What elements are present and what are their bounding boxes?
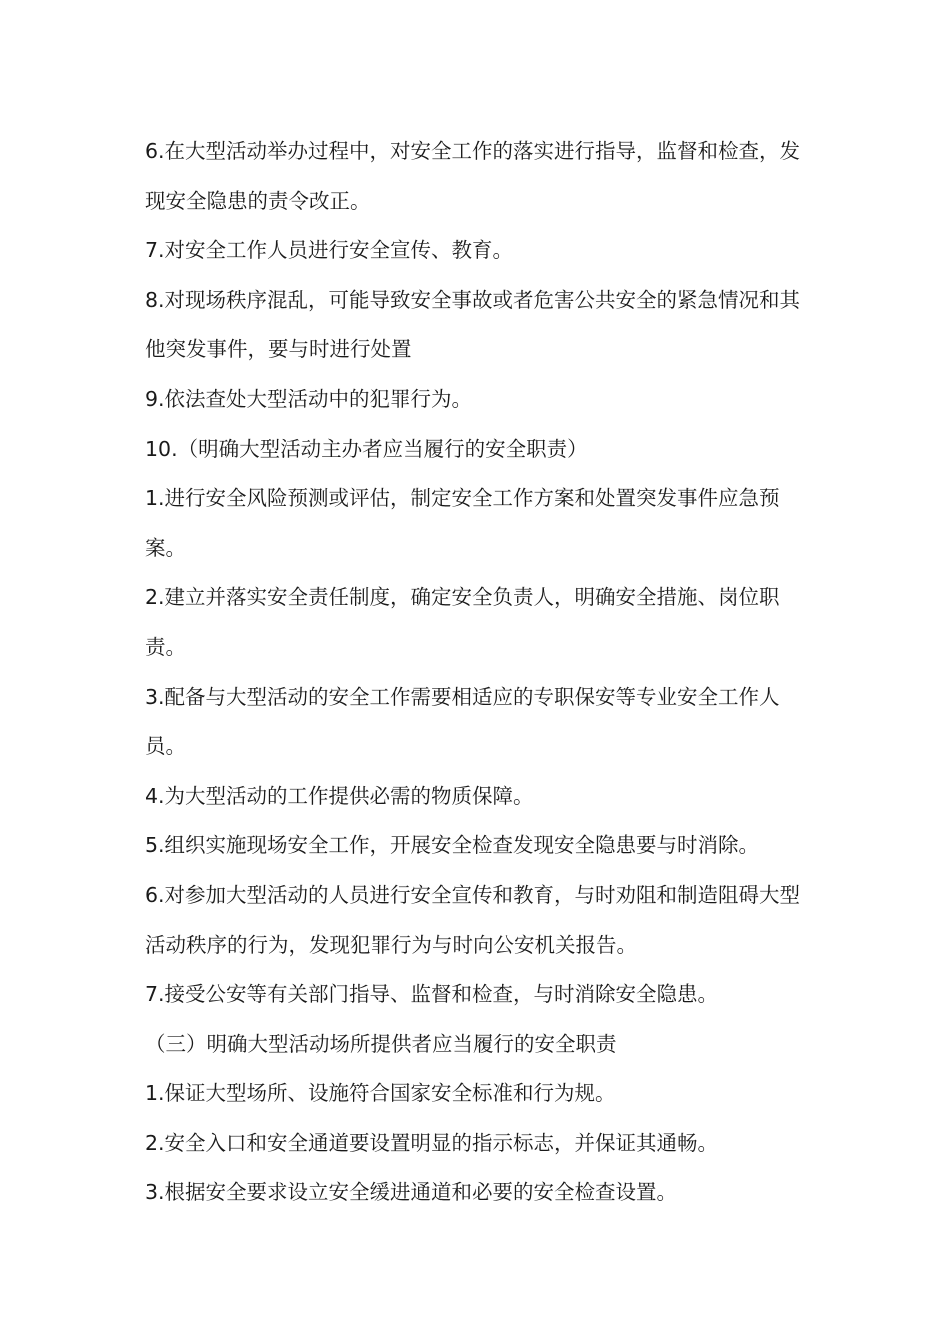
paragraph-10: 5.组织实施现场安全工作，开展安全检查发现安全隐患要与时消除。 [145,833,760,858]
paragraph-4: 9.依法查处大型活动中的犯罪行为。 [145,386,473,411]
paragraph-5: 10.（明确大型活动主办者应当履行的安全职责） [145,436,588,461]
paragraph-3: 8.对现场秩序混乱，可能导致安全事故或者危害公共安全的紧急情况和其他突发事件，要与时进行处置 [145,287,801,362]
paragraph-15: 2.安全入口和安全通道要设置明显的指示标志，并保证其通畅。 [145,1130,719,1155]
paragraph-8: 3.配备与大型活动的安全工作需要相适应的专职保安等专业安全工作人员。 [145,684,780,759]
paragraph-1: 6.在大型活动举办过程中，对安全工作的落实进行指导，监督和检查，发现安全隐患的责令改正。 [145,139,801,213]
paragraph-14: 1.保证大型场所、设施符合国家安全标准和行为规。 [145,1081,616,1106]
document-body [145,127,815,1218]
paragraph-2: 7.对安全工作人员进行安全宣传、教育。 [145,238,514,263]
paragraph-12: 7.接受公安等有关部门指导、监督和检查，与时消除安全隐患。 [145,982,719,1007]
paragraph-6: 1.进行安全风险预测或评估，制定安全工作方案和处置突发事件应急预案。 [145,486,780,560]
paragraph-11: 6.对参加大型活动的人员进行安全宣传和教育，与时劝阻和制造阻碍大型活动秩序的行为，发现犯罪行为与时向公安机关报告。 [145,882,801,957]
section-heading: （三）明确大型活动场所提供者应当履行的安全职责 [145,1031,617,1056]
paragraph-7: 2.建立并落实安全责任制度，确定安全负责人，明确安全措施、岗位职责。 [145,585,780,659]
paragraph-16: 3.根据安全要求设立安全缓进通道和必要的安全检查设置。 [145,1180,678,1205]
paragraph-9: 4.为大型活动的工作提供必需的物质保障。 [145,783,534,808]
